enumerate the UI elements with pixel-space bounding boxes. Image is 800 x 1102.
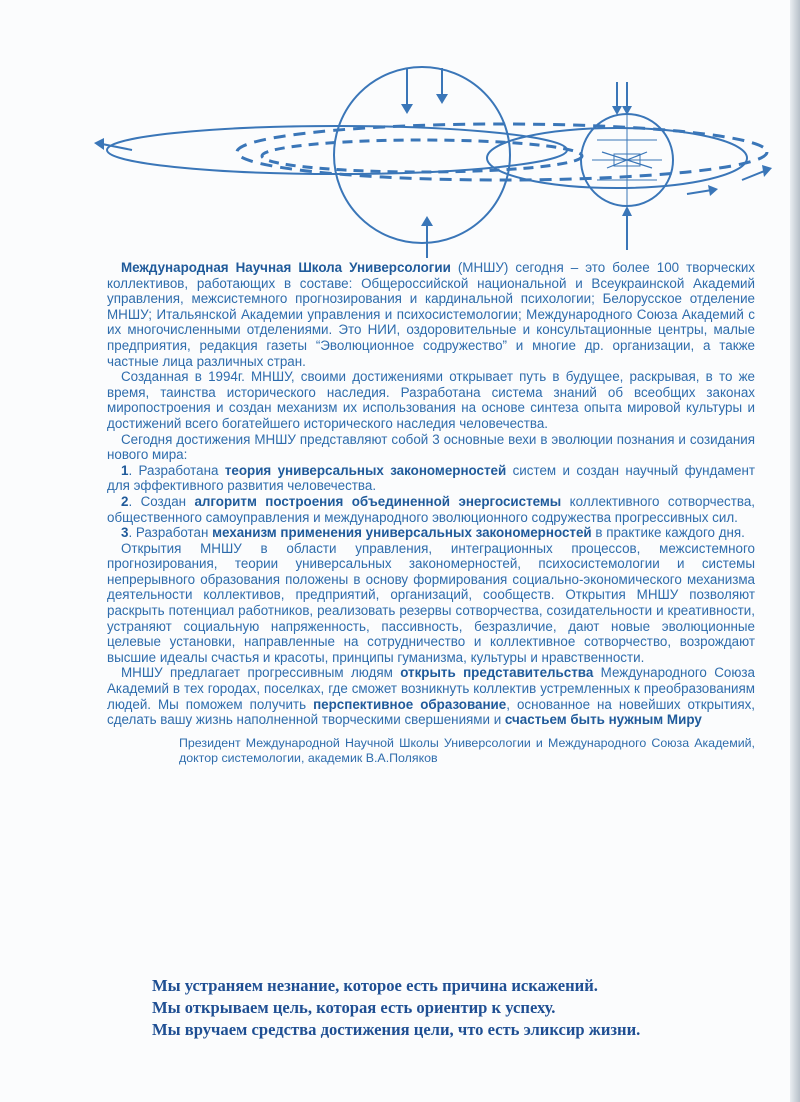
page-edge-shadow [790, 0, 800, 1102]
intro-text: (МНШУ) сегодня – это более 100 творческих коллективов, работающих в составе: Общероссийской национальной и Всеукраинской Академий управления, межсистемного прогнозирования и кардинальной психологии; Белорусское отделение МНШУ; Итальянской Академии управления и психосистемологии; Международного Союза Академий с их многочисленными отделениями. Это НИИ, оздоровительные и консультационные центры, малые предприятия, редакция газеты “Эволюционное содружество” и многие др. организации, а также частные лица различных стран. [107, 260, 756, 369]
achievements-intro: Сегодня достижения МНШУ представляют собой 3 основные вехи в эволюции познания и созидания нового мира: [107, 431, 755, 463]
body-text [107, 260, 755, 766]
closing-line-2: Мы открываем цель, которая есть ориентир к успеху. [152, 998, 556, 1017]
closing-line-3: Мы вручаем средства достижения цели, что есть эликсир жизни. [152, 1020, 641, 1039]
founded-paragraph: Созданная в 1994г. МНШУ, своими достижениями открывает путь в будущее, раскрывая, в то же время, таинства исторического наследия. Разработана система знаний об всеобщих законах миропостроения и создан механизм их использования на основе синтеза опыта мировой культуры и достижений всего богатейшего исторического наследия человечества. [107, 369, 755, 431]
orbit-center-dashed [262, 140, 582, 172]
offer-paragraph: МНШУ предлагает прогрессивным людям открыть представительства Международного Союза Академий в тех городах, поселках, где сможет возникнуть коллектив устремленных к преобразованиям людей. Мы поможем получить перспективное образование, основанное на новейших открытиях, сделать вашу жизнь наполненной творческими свершениями и счастьем быть нужным Миру [107, 665, 756, 728]
discoveries-paragraph: Открытия МНШУ в области управления, интеграционных процессов, межсистемного прогнозирования, теории универсальных закономерностей, психосистемологии и системы непрерывного образования положены в основу формирования социально-экономического механизма деятельности коллективов, предприятий, организаций, сообществ. Открытия МНШУ позволяют раскрыть потенциал работников, реализовать резервы сотворчества, созидательности и креативности, устраняют социальную напряженность, пассивность, безразличие, дают новые эволюционные целевые установки, направленные на сотрудничество и коллективное сотворчество, возрождают высшие идеалы счастья и красоты, принципы гуманизма, культуры и нравственности. [107, 540, 755, 665]
central-sphere [334, 67, 510, 243]
universology-diagram [92, 60, 772, 260]
org-name: Международная Научная Школа Универсологии [121, 260, 451, 275]
achievement-item-1: 1. Разработана теория универсальных закономерностей систем и создан научный фундамент для эффективного развития человечества. [107, 462, 755, 494]
closing-line-1: Мы устраняем незнание, которое есть причина искажений. [152, 976, 598, 995]
closing-statements [152, 975, 762, 1041]
intro-paragraph [107, 260, 755, 369]
achievement-item-2: 2. Создан алгоритм построения объединенной энергосистемы коллективного сотворчества, общественного самоуправления и международного эволюционного содружества прогрессивных сил. [107, 493, 755, 525]
signature: Президент Международной Научной Школы Универсологии и Международного Союза Академий, доктор системологии, академик В.А.Поляков [179, 735, 755, 765]
achievement-item-3: 3. Разработан механизм применения универсальных закономерностей в практике каждого дня. [121, 525, 745, 541]
